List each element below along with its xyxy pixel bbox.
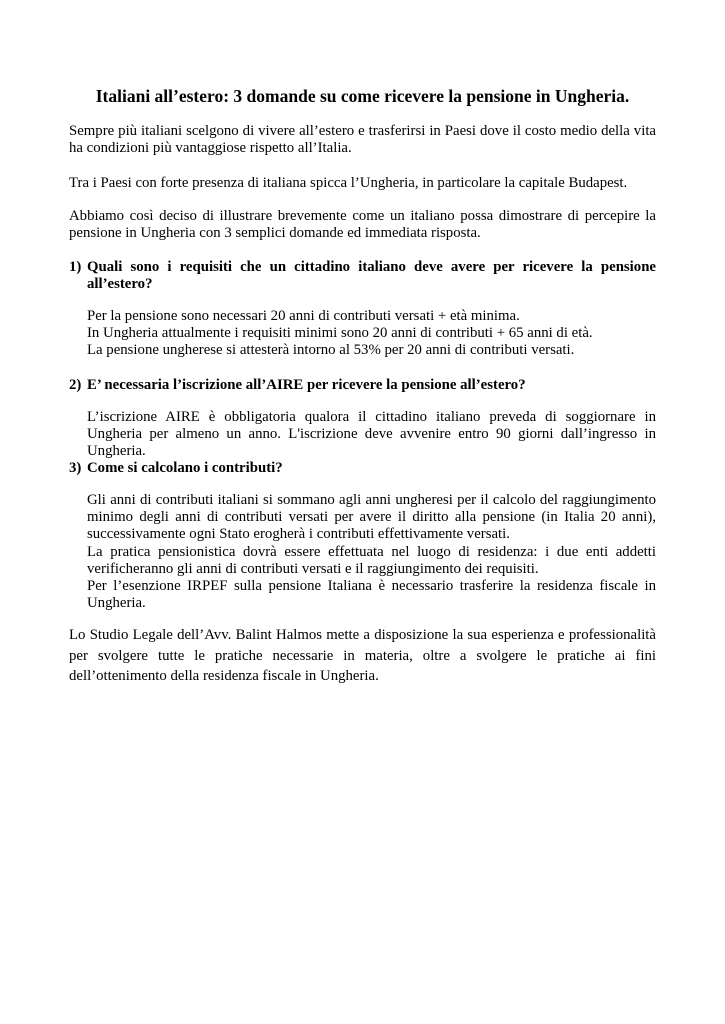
question-3 (69, 460, 656, 477)
answer-1-line-3: La pensione ungherese si attesterà intorno al 53% per 20 anni di contributi versati. (87, 342, 575, 359)
answer-3 (87, 492, 656, 612)
answer-3-paragraph-1: Gli anni di contributi italiani si sommano agli anni ungheresi per il calcolo del raggiungimento minimo degli anni di contributi versati per avere il diritto alla pensione (in Italia 20 anni), successivamente ogni Stato erogherà i contributi effettivamente versati. (87, 492, 656, 543)
question-1 (69, 259, 656, 293)
intro-paragraph-1: Sempre più italiani scelgono di vivere all’estero e trasferirsi in Paesi dove il costo medio della vita ha condizioni più vantaggiose rispetto all’Italia. (69, 123, 656, 157)
question-1-number: 1) (69, 259, 82, 275)
closing-paragraph: Lo Studio Legale dell’Avv. Balint Halmos mette a disposizione la sua esperienza e professionalità per svolgere tutte le pratiche necessarie in materia, oltre a svolgere le pratiche ai fini dell’ottenimento della residenza fiscale in Ungheria. (69, 627, 656, 684)
answer-3-paragraph-3: Per l’esenzione IRPEF sulla pensione Italiana è necessario trasferire la residenza fiscale in Ungheria. (87, 578, 656, 612)
answer-3-paragraph-2: La pratica pensionistica dovrà essere effettuata nel luogo di residenza: i due enti addetti verificheranno gli anni di contributi versati e il raggiungimento dei requisiti. (87, 543, 656, 577)
answer-1-line-1: Per la pensione sono necessari 20 anni di contributi versati + età minima. (87, 308, 520, 324)
answer-2 (87, 409, 656, 461)
answer-2-paragraph: L’iscrizione AIRE è obbligatoria qualora il cittadino italiano preveda di soggiornare in Ungheria per almeno un anno. L'iscrizione deve avvenire entro 90 giorni dall’ingresso in Ungheria. (87, 409, 656, 460)
question-1-text: Quali sono i requisiti che un cittadino italiano deve avere per ricevere la pensione all’estero? (87, 259, 656, 293)
document-title: Italiani all’estero: 3 domande su come ricevere la pensione in Ungheria. (95, 86, 630, 106)
answer-1-line-2: In Ungheria attualmente i requisiti minimi sono 20 anni di contributi + 65 anni di età. (87, 325, 593, 342)
intro-paragraph-3: Abbiamo così deciso di illustrare brevemente come un italiano possa dimostrare di percepire la pensione in Ungheria con 3 semplici domande ed immediata risposta. (69, 208, 656, 242)
question-2-number: 2) (69, 377, 82, 393)
question-3-number: 3) (69, 460, 82, 476)
intro-paragraph-2: Tra i Paesi con forte presenza di italiana spicca l’Ungheria, in particolare la capitale Budapest. (69, 175, 628, 191)
question-2 (69, 377, 656, 394)
question-2-text: E’ necessaria l’iscrizione all’AIRE per ricevere la pensione all’estero? (87, 377, 526, 393)
answer-1 (87, 308, 656, 360)
question-3-text: Come si calcolano i contributi? (87, 460, 283, 476)
